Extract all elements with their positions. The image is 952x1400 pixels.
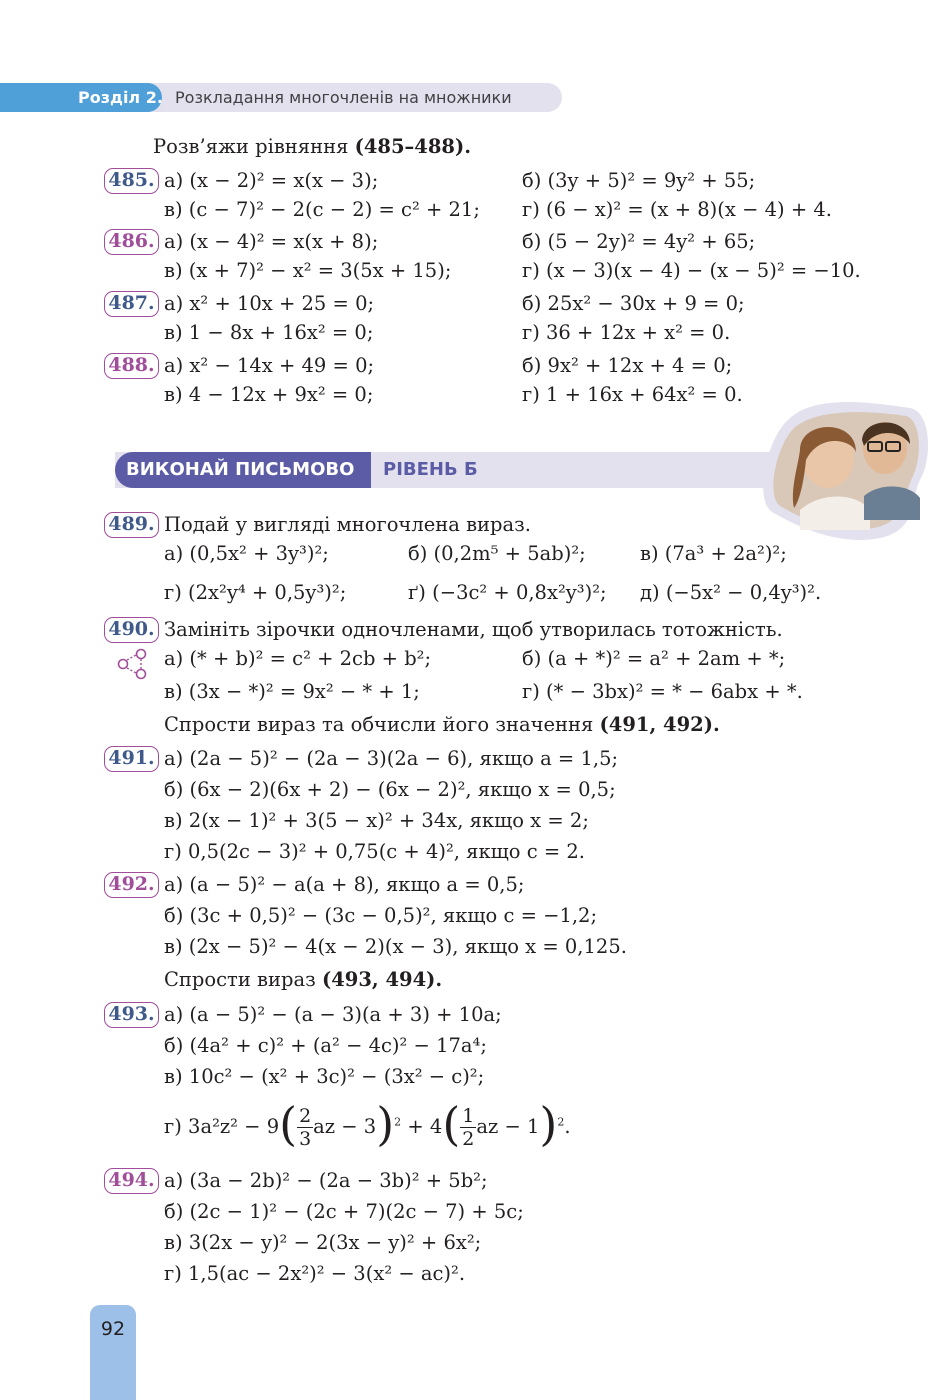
problem-number-488: 488.	[104, 353, 159, 379]
problem-491-g: г) 0,5(2c − 3)² + 0,75(c + 4)², якщо c = 2.	[164, 840, 586, 863]
problem-494-a: а) (3a − 2b)² − (2a − 3b)² + 5b²;	[164, 1169, 488, 1192]
problem-494-g: г) 1,5(ac − 2x²)² − 3(x² − ac)².	[164, 1262, 466, 1285]
problem-489-text: Подай у вигляді многочлена вираз.	[164, 513, 531, 536]
problem-490-text: Замініть зірочки одночленами, щоб утворилась тотожність.	[164, 618, 783, 641]
problem-487-v: в) 1 − 8x + 16x² = 0;	[164, 321, 374, 344]
problem-488-g: г) 1 + 16x + 64x² = 0.	[522, 383, 743, 406]
left-paren: (	[442, 1097, 461, 1151]
level-label: РІВЕНЬ Б	[383, 459, 478, 480]
problem-490-v: в) (3x − *)² = 9x² − * + 1;	[164, 680, 420, 703]
problem-492-v: в) (2x − 5)² − 4(x − 2)(x − 3), якщо x = 0,125.	[164, 935, 627, 958]
problem-492-b: б) (3c + 0,5)² − (3c − 0,5)², якщо c = −1,2;	[164, 904, 598, 927]
written-task-label: ВИКОНАЙ ПИСЬМОВО	[126, 459, 355, 480]
problem-number-486: 486.	[104, 229, 159, 255]
problem-486-a: а) (x − 4)² = x(x + 8);	[164, 230, 379, 253]
problem-491-v: в) 2(x − 1)² + 3(5 − x)² + 34x, якщо x = 2;	[164, 809, 589, 832]
problem-489-d: д) (−5x² − 0,4y³)².	[640, 581, 822, 604]
problem-489-b: б) (0,2m⁵ + 5ab)²;	[408, 542, 586, 565]
problem-number-485: 485.	[104, 168, 159, 194]
problem-number-494: 494.	[104, 1168, 159, 1194]
chapter-section-label: Розділ 2.	[78, 88, 163, 107]
left-paren: (	[279, 1097, 298, 1151]
instruction-491-492: Спрости вираз та обчисли його значення (491, 492).	[164, 713, 720, 736]
problem-485-b: б) (3y + 5)² = 9y² + 55;	[522, 169, 756, 192]
problem-490-g: г) (* − 3bx)² = * − 6abx + *.	[522, 680, 803, 703]
page-number: 92	[100, 1318, 126, 1340]
chapter-title: Розкладання многочленів на множники	[175, 88, 512, 107]
problem-487-b: б) 25x² − 30x + 9 = 0;	[522, 292, 745, 315]
problem-489-v: в) (7a³ + 2a²)²;	[640, 542, 787, 565]
problem-490-a: а) (* + b)² = c² + 2cb + b²;	[164, 647, 432, 670]
problem-494-v: в) 3(2x − y)² − 2(3x − y)² + 6x²;	[164, 1231, 482, 1254]
instruction-485-488: Розв’яжи рівняння (485–488).	[153, 135, 472, 158]
right-paren: )	[376, 1097, 395, 1151]
problem-number-487: 487.	[104, 291, 159, 317]
problem-489-g: г) (2x²y⁴ + 0,5y³)²;	[164, 581, 347, 604]
problem-493-g: г) 3a²z² − 9( $\frac{2}{3}$ az − 3)$^2$ + 4( $\frac{1}{2}$ az − 1)$^2$.	[164, 1097, 571, 1151]
students-photo-image	[760, 400, 930, 540]
problem-number-490: 490.	[104, 617, 159, 643]
problem-492-a: а) (a − 5)² − a(a + 8), якщо a = 0,5;	[164, 873, 525, 896]
problem-486-b: б) (5 − 2y)² = 4y² + 65;	[522, 230, 756, 253]
problem-487-a: а) x² + 10x + 25 = 0;	[164, 292, 375, 315]
instruction-493-494: Спрости вираз (493, 494).	[164, 968, 443, 991]
problem-485-a: а) (x − 2)² = x(x − 3);	[164, 169, 379, 192]
problem-487-g: г) 36 + 12x + x² = 0.	[522, 321, 731, 344]
problem-493-v: в) 10c² − (x² + 3c)² − (3x² − c)²;	[164, 1065, 485, 1088]
problem-489-a: а) (0,5x² + 3y³)²;	[164, 542, 329, 565]
problem-490-b: б) (a + *)² = a² + 2am + *;	[522, 647, 786, 670]
problem-494-b: б) (2c − 1)² − (2c + 7)(2c − 7) + 5c;	[164, 1200, 524, 1223]
problem-491-b: б) (6x − 2)(6x + 2) − (6x − 2)², якщо x = 0,5;	[164, 778, 616, 801]
problem-485-g: г) (6 − x)² = (x + 8)(x − 4) + 4.	[522, 198, 832, 221]
problem-488-b: б) 9x² + 12x + 4 = 0;	[522, 354, 733, 377]
fraction-one-half: $\frac{1}{2}$	[462, 1105, 475, 1150]
problem-485-v: в) (c − 7)² − 2(c − 2) = c² + 21;	[164, 198, 480, 221]
problem-489-g2: ґ) (−3c² + 0,8x²y³)²;	[408, 581, 607, 604]
problem-486-g: г) (x − 3)(x − 4) − (x − 5)² = −10.	[522, 259, 861, 282]
problem-number-489: 489.	[104, 512, 159, 538]
problem-number-492: 492.	[104, 872, 159, 898]
problem-493-b: б) (4a² + c)² + (a² − 4c)² − 17a⁴;	[164, 1034, 487, 1057]
group-work-icon	[115, 647, 151, 681]
problem-number-491: 491.	[104, 746, 159, 772]
problem-488-a: а) x² − 14x + 49 = 0;	[164, 354, 375, 377]
problem-491-a: а) (2a − 5)² − (2a − 3)(2a − 6), якщо a = 1,5;	[164, 747, 619, 770]
problem-number-493: 493.	[104, 1002, 159, 1028]
problem-493-a: а) (a − 5)² − (a − 3)(a + 3) + 10a;	[164, 1003, 502, 1026]
right-paren: )	[539, 1097, 558, 1151]
fraction-two-thirds: $\frac{2}{3}$	[299, 1105, 312, 1150]
problem-486-v: в) (x + 7)² − x² = 3(5x + 15);	[164, 259, 452, 282]
problem-488-v: в) 4 − 12x + 9x² = 0;	[164, 383, 374, 406]
